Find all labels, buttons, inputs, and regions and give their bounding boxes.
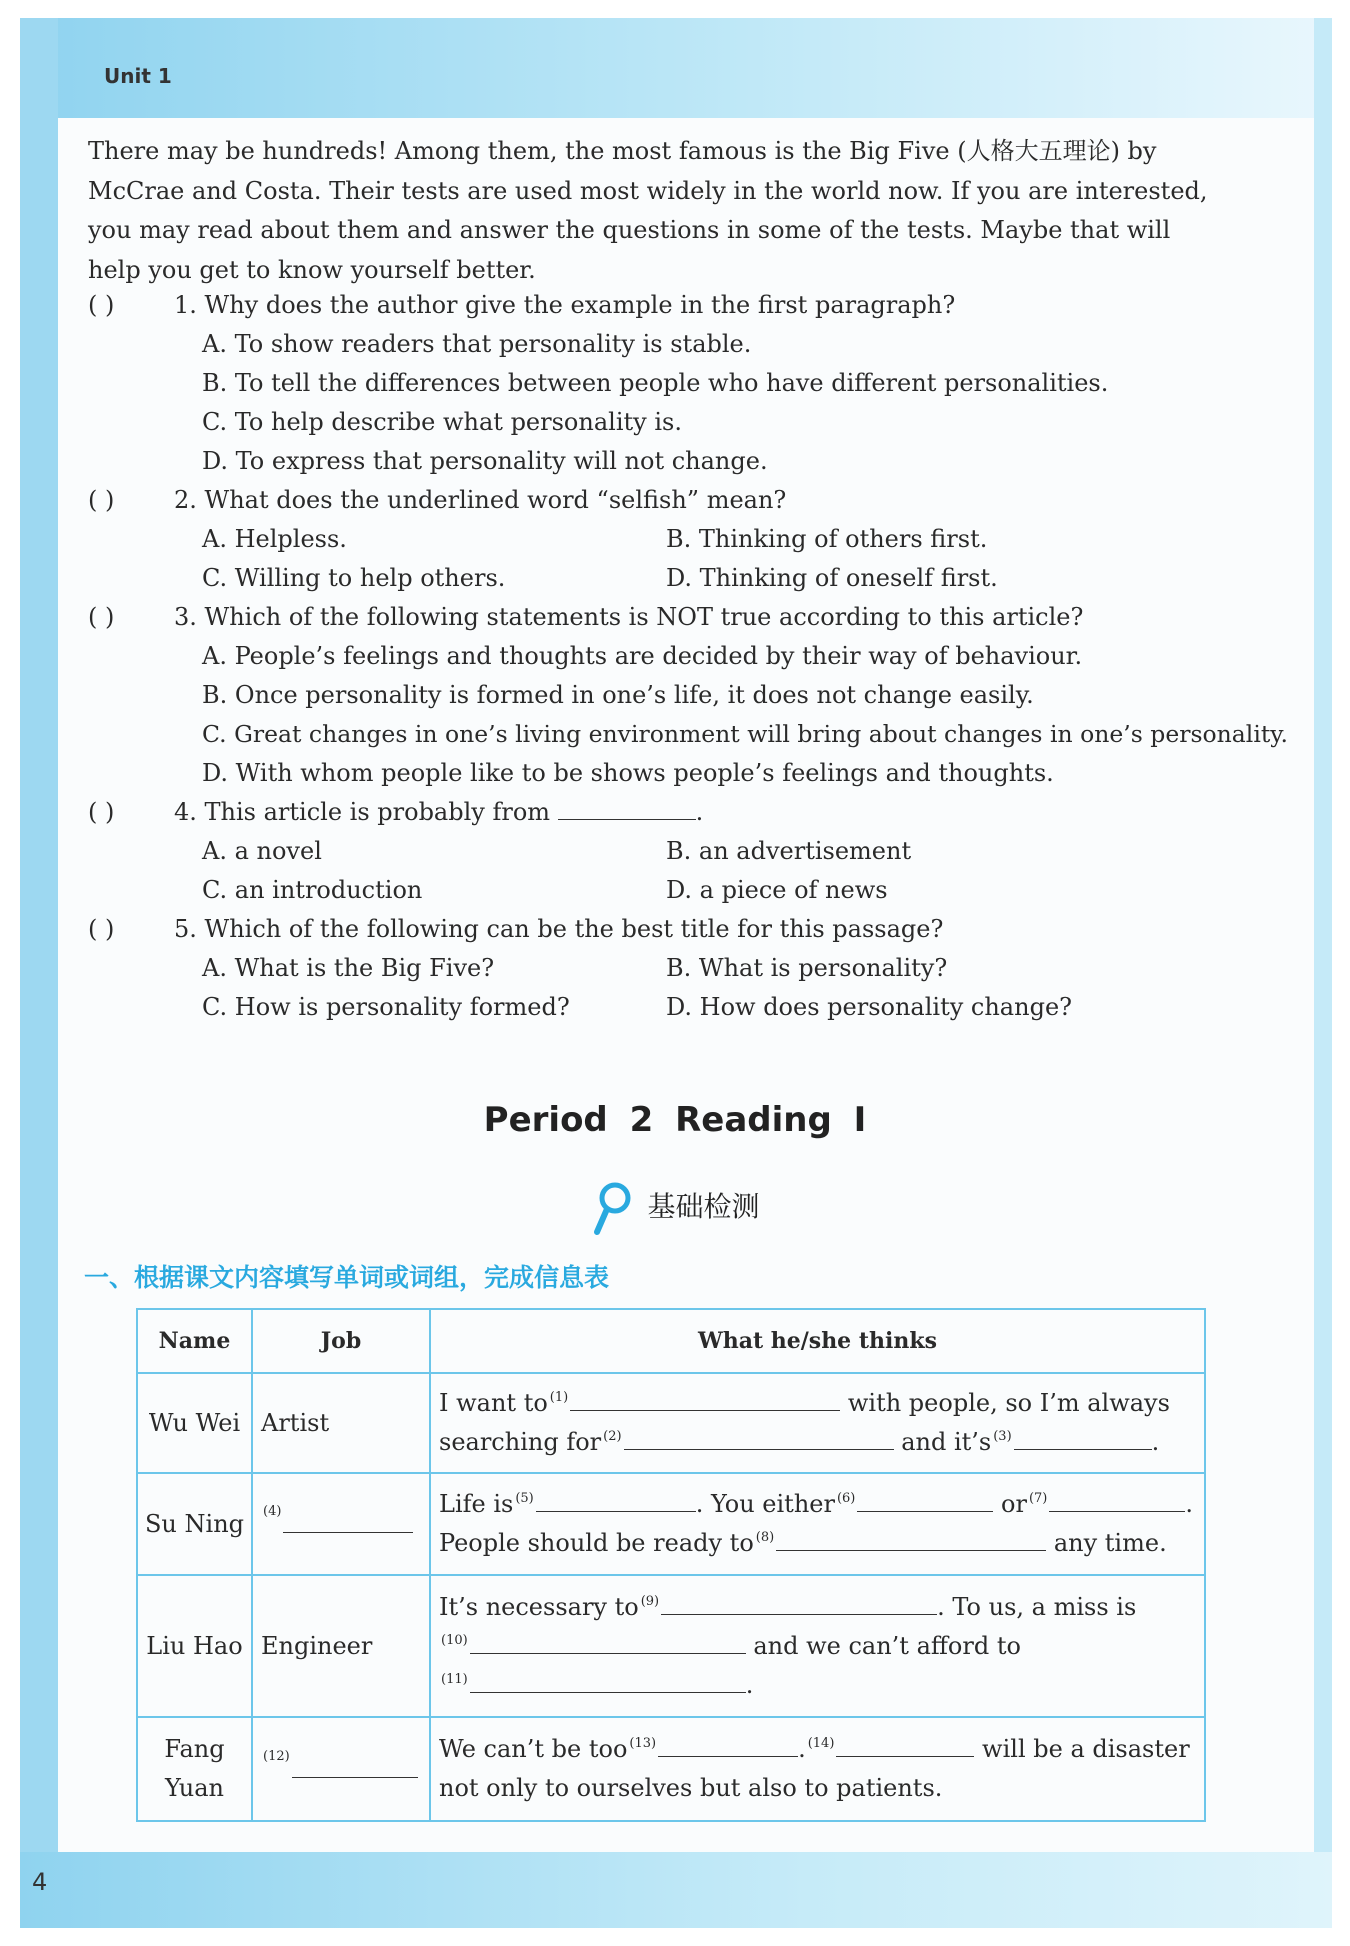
text: any time. <box>1053 1529 1167 1557</box>
answer-paren[interactable]: ( ) <box>88 603 115 631</box>
thinks-cell <box>430 1373 1205 1473</box>
question-stem-end: . <box>695 798 704 826</box>
text: . To us, a miss is <box>937 1592 1137 1621</box>
text: I want to <box>439 1389 548 1417</box>
name-cell: Liu Hao <box>137 1575 252 1717</box>
text: . <box>1185 1490 1194 1518</box>
blank-number: (1) <box>549 1390 569 1405</box>
option-1b: B. To tell the differences between people who have different personalities. <box>202 369 1109 397</box>
text: . You either <box>695 1490 835 1518</box>
question-stem: 3. Which of the following statements is NOT true according to this article? <box>174 603 1084 631</box>
answer-blank[interactable] <box>1049 1489 1185 1512</box>
job-cell <box>252 1717 430 1821</box>
option-5d: D. How does personality change? <box>666 993 1073 1021</box>
option-2d: D. Thinking of oneself first. <box>666 564 998 592</box>
blank-number: (3) <box>993 1429 1012 1444</box>
answer-blank[interactable] <box>1014 1427 1152 1450</box>
question-stem: 2. What does the underlined word “selfish” mean? <box>174 486 787 514</box>
answer-blank[interactable] <box>536 1489 696 1512</box>
right-border <box>1314 18 1332 1928</box>
text: . <box>798 1735 806 1763</box>
blank-number: (6) <box>836 1491 856 1506</box>
blank-number: (11) <box>441 1671 468 1687</box>
answer-blank[interactable] <box>570 1388 840 1411</box>
question-4 <box>88 798 703 826</box>
task-title: 一、根据课文内容填写单词或词组，完成信息表 <box>84 1263 610 1292</box>
job-cell: Artist <box>252 1373 430 1473</box>
answer-blank[interactable] <box>857 1489 993 1512</box>
unit-label: Unit 1 <box>104 64 172 88</box>
text: with people, so I’m always <box>847 1389 1170 1417</box>
page-number: 4 <box>32 1868 48 1896</box>
blank-number: (5) <box>515 1491 534 1506</box>
text: and it’s <box>901 1428 992 1456</box>
table-header-row <box>137 1309 1205 1373</box>
option-1d: D. To express that personality will not change. <box>202 447 768 475</box>
name-cell: Wu Wei <box>137 1373 252 1473</box>
question-stem: 1. Why does the author give the example in the first paragraph? <box>174 291 956 319</box>
option-4c: C. an introduction <box>202 876 423 904</box>
header-band <box>20 18 1332 126</box>
answer-blank[interactable] <box>658 1734 798 1757</box>
option-4b: B. an advertisement <box>666 837 912 865</box>
text: . <box>745 1670 754 1699</box>
option-5a: A. What is the Big Five? <box>202 954 495 982</box>
answer-blank[interactable] <box>776 1528 1046 1551</box>
question-stem: 4. This article is probably from <box>174 798 551 826</box>
text: It’s necessary to <box>439 1592 639 1621</box>
option-4d: D. a piece of news <box>666 876 888 904</box>
name-cell <box>137 1717 252 1821</box>
option-3c: C. Great changes in one’s living environment will bring about changes in one’s personality. <box>202 720 1288 748</box>
blank-number: (14) <box>807 1736 835 1751</box>
option-1c: C. To help describe what personality is. <box>202 408 682 436</box>
option-3d: D. With whom people like to be shows people’s feelings and thoughts. <box>202 759 1054 787</box>
answer-blank[interactable] <box>661 1592 937 1615</box>
text: People should be ready to <box>439 1529 754 1557</box>
passage-text: There may be hundreds! Among them, the most famous is the Big Five (人格大五理论) by McCrae and Costa. Their tests are used most widely in the world now. If you are interested, you may read about them and answer the questions in some of the tests. Maybe that will help you get to know yourself better. <box>88 137 1208 284</box>
name-line: Yuan <box>165 1774 224 1802</box>
answer-blank[interactable] <box>624 1427 894 1450</box>
option-2c: C. Willing to help others. <box>202 564 506 592</box>
option-5c: C. How is personality formed? <box>202 993 570 1021</box>
period-title: Period 2 Reading I <box>483 1100 867 1140</box>
answer-paren[interactable]: ( ) <box>88 291 115 319</box>
blank-number: (8) <box>755 1530 775 1545</box>
question-3 <box>88 603 1083 631</box>
thinks-cell <box>430 1717 1205 1821</box>
question-2 <box>88 486 786 514</box>
blank-number: (10) <box>441 1632 468 1648</box>
answer-blank[interactable] <box>470 1631 746 1654</box>
text: will be a disaster <box>982 1735 1190 1763</box>
answer-paren[interactable]: ( ) <box>88 798 115 826</box>
magnifier-icon <box>591 1180 635 1236</box>
name-line: Fang <box>164 1735 225 1763</box>
option-2a: A. Helpless. <box>202 525 347 553</box>
text: and we can’t afford to <box>753 1631 1021 1660</box>
blank-number: (12) <box>263 1748 290 1764</box>
section-heading-text: 基础检测 <box>647 1190 760 1223</box>
job-cell <box>252 1473 430 1575</box>
option-5b: B. What is personality? <box>666 954 948 982</box>
text: or <box>1001 1490 1027 1518</box>
blank-number: (9) <box>640 1593 660 1609</box>
question-5 <box>88 915 943 943</box>
thinks-cell <box>430 1575 1205 1717</box>
thinks-cell <box>430 1473 1205 1575</box>
table-row <box>137 1473 1205 1575</box>
text: Life is <box>439 1490 514 1518</box>
option-1a: A. To show readers that personality is stable. <box>202 330 752 358</box>
text: not only to ourselves but also to patients. <box>439 1774 943 1802</box>
blank-number: (13) <box>629 1736 657 1751</box>
answer-paren[interactable]: ( ) <box>88 486 115 514</box>
name-cell: Su Ning <box>137 1473 252 1575</box>
question-stem: 5. Which of the following can be the best title for this passage? <box>174 915 944 943</box>
text: . <box>1151 1428 1160 1456</box>
option-3a: A. People’s feelings and thoughts are decided by their way of behaviour. <box>202 642 1083 670</box>
footer-band <box>20 1852 1332 1928</box>
text: We can’t be too <box>439 1735 628 1763</box>
answer-blank[interactable] <box>292 1755 418 1778</box>
section-heading <box>0 1180 1350 1236</box>
answer-blank[interactable] <box>836 1734 974 1757</box>
col-header-thinks: What he/she thinks <box>430 1309 1205 1373</box>
question-1 <box>88 291 955 319</box>
table-row <box>137 1575 1205 1717</box>
answer-paren[interactable]: ( ) <box>88 915 115 943</box>
col-header-name: Name <box>137 1309 252 1373</box>
left-border <box>20 18 58 1928</box>
job-cell: Engineer <box>252 1575 430 1717</box>
blank-number: (7) <box>1028 1491 1048 1506</box>
option-4a: A. a novel <box>202 837 322 865</box>
table-row <box>137 1717 1205 1821</box>
option-3b: B. Once personality is formed in one’s life, it does not change easily. <box>202 681 1034 709</box>
answer-blank[interactable] <box>283 1510 413 1533</box>
col-header-job: Job <box>252 1309 430 1373</box>
blank-number: (4) <box>263 1503 282 1519</box>
blank-number: (2) <box>603 1429 622 1444</box>
text: searching for <box>439 1428 602 1456</box>
answer-blank[interactable] <box>558 799 696 820</box>
info-table <box>136 1308 1206 1822</box>
answer-blank[interactable] <box>470 1670 746 1693</box>
option-2b: B. Thinking of others first. <box>666 525 988 553</box>
table-row <box>137 1373 1205 1473</box>
